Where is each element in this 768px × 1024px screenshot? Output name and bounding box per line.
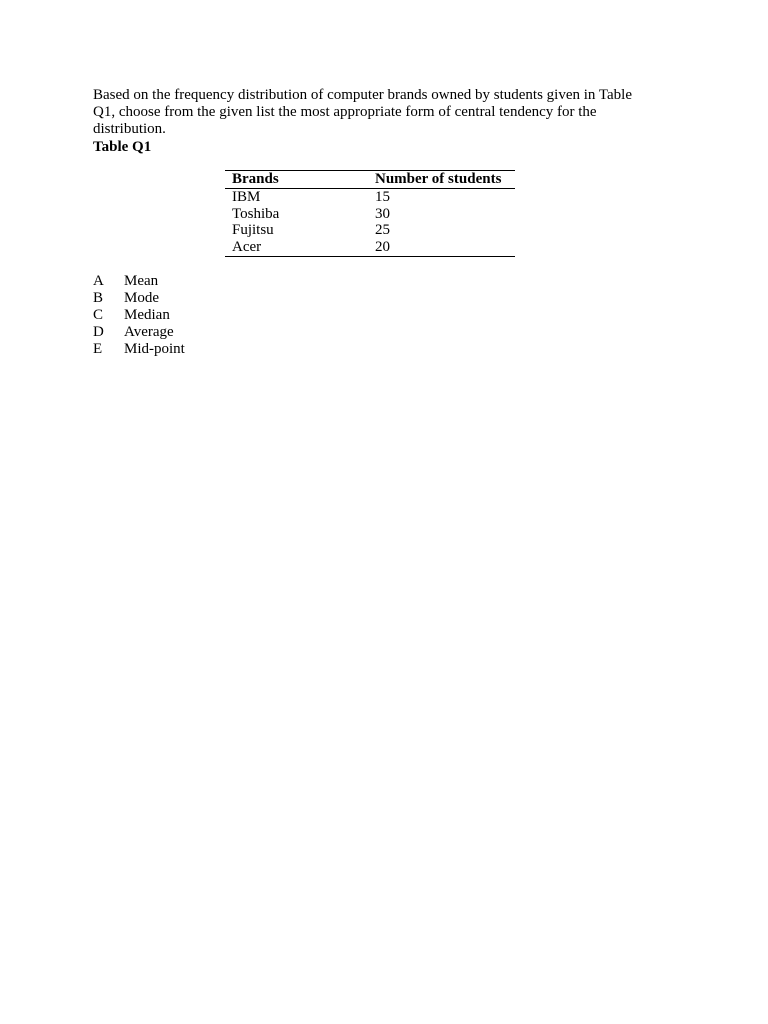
brand-cell: Toshiba — [232, 205, 280, 222]
question-text: Based on the frequency distribution of computer brands owned by students given in Table Q1, choose from the given list the most appropriate form of central tendency for the distribution. — [93, 87, 632, 137]
option-a — [93, 273, 185, 290]
column-header-brands: Brands — [232, 171, 279, 187]
count-cell: 30 — [375, 205, 390, 222]
count-cell: 20 — [375, 239, 390, 256]
table-row — [225, 239, 515, 256]
table-row — [225, 188, 515, 205]
option-letter: C — [93, 307, 104, 323]
brand-cell: Fujitsu — [232, 222, 274, 239]
count-cell: 25 — [375, 222, 390, 239]
option-text: Mean — [124, 273, 159, 289]
table-row — [225, 206, 515, 223]
column-header-number-of-students: Number of students — [375, 171, 502, 187]
option-text: Mid-point — [124, 341, 185, 357]
count-cell: 15 — [375, 188, 390, 205]
question-text-block — [93, 87, 653, 138]
table-header-row — [225, 171, 515, 189]
option-letter: D — [93, 324, 104, 340]
option-d — [93, 324, 185, 341]
answer-options-list — [93, 273, 185, 358]
brand-cell: IBM — [232, 188, 261, 205]
option-e — [93, 341, 185, 358]
option-c — [93, 307, 185, 324]
option-text: Average — [124, 324, 174, 340]
option-b — [93, 290, 185, 307]
table-title: Table Q1 — [93, 139, 152, 155]
frequency-table — [225, 170, 515, 257]
table-row — [225, 222, 515, 239]
option-letter: E — [93, 341, 103, 357]
option-text: Median — [124, 307, 170, 323]
option-letter: B — [93, 290, 104, 306]
option-text: Mode — [124, 290, 159, 306]
brand-cell: Acer — [232, 239, 262, 256]
option-letter: A — [93, 273, 104, 289]
